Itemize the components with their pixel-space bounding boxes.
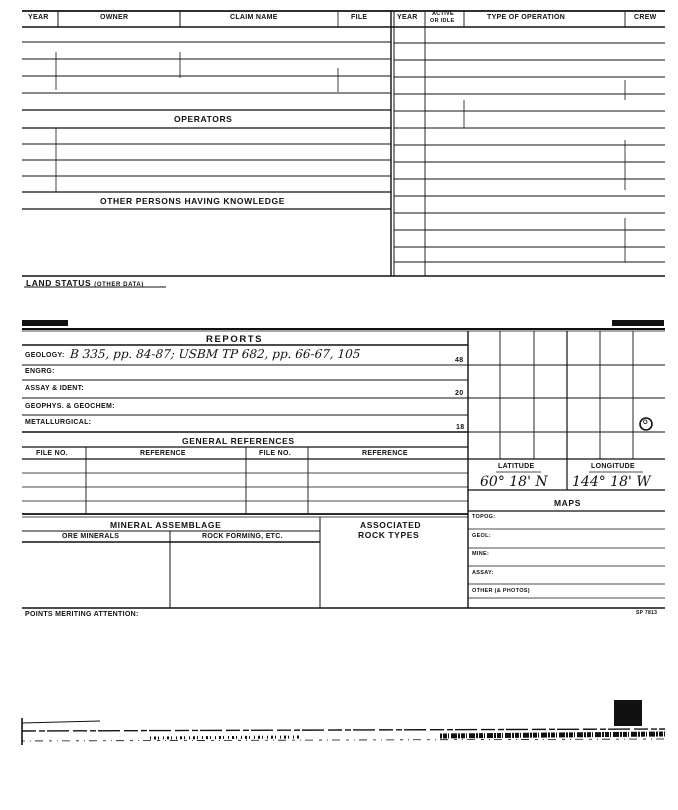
gen-ref-col-file-no-2: FILE NO.	[259, 450, 291, 457]
form-code: SP 7813	[636, 610, 658, 616]
reports-assay-code: 20	[455, 390, 464, 397]
header-crew: CREW	[634, 14, 657, 21]
reports-metallurgical-code: 18	[456, 424, 465, 431]
header-claim-name: CLAIM NAME	[230, 14, 278, 21]
maps-assay: ASSAY:	[472, 570, 494, 576]
latitude-label: LATITUDE	[498, 463, 535, 470]
latitude-value: 60° 18' N	[480, 474, 548, 490]
operators-heading: OPERATORS	[174, 114, 233, 124]
maps-geol: GEOL:	[472, 533, 491, 539]
ore-minerals-label: ORE MINERALS	[62, 533, 120, 540]
maps-mine: MINE:	[472, 551, 490, 557]
other-persons-heading: OTHER PERSONS HAVING KNOWLEDGE	[100, 196, 286, 206]
location-mark: O	[643, 420, 648, 426]
land-status-label: LAND STATUS (OTHER DATA)	[26, 278, 144, 288]
header-year-right: YEAR	[397, 14, 418, 21]
reports-geology-code: 48	[455, 357, 464, 364]
header-or-idle: OR IDLE	[430, 18, 455, 24]
reports-geology-label: GEOLOGY:	[25, 352, 65, 359]
longitude-label: LONGITUDE	[591, 463, 635, 470]
reports-engrg-label: ENGRG:	[25, 368, 55, 375]
rock-forming-label: ROCK FORMING, ETC.	[202, 533, 283, 540]
maps-heading: MAPS	[554, 498, 581, 508]
reports-assay-label: ASSAY & IDENT:	[25, 385, 85, 392]
longitude-value: 144° 18' W	[572, 474, 651, 490]
maps-other: OTHER (& PHOTOS)	[472, 588, 530, 594]
reports-geology-entry: B 335, pp. 84-87; USBM TP 682, pp. 66-67, 105	[69, 347, 361, 361]
header-owner: OWNER	[100, 14, 129, 21]
header-year: YEAR	[28, 14, 49, 21]
general-references-heading: GENERAL REFERENCES	[182, 436, 295, 446]
gen-ref-col-file-no-1: FILE NO.	[36, 450, 68, 457]
reports-geophys-label: GEOPHYS. & GEOCHEM:	[25, 403, 115, 410]
maps-topog: TOPOG:	[472, 514, 496, 520]
reports-heading: REPORTS	[206, 334, 264, 345]
header-active: ACTIVE	[432, 11, 454, 17]
reports-metallurgical-label: METALLURGICAL:	[25, 419, 92, 426]
mineral-assemblage-heading: MINERAL ASSEMBLAGE	[110, 520, 222, 530]
land-status-note: (OTHER DATA)	[94, 282, 144, 288]
header-type-of-operation: TYPE OF OPERATION	[487, 14, 566, 21]
gen-ref-col-reference-2: REFERENCE	[362, 450, 408, 457]
rock-types-label: ROCK TYPES	[358, 530, 420, 540]
gen-ref-col-reference-1: REFERENCE	[140, 450, 186, 457]
header-file: FILE	[351, 14, 368, 21]
associated-label: ASSOCIATED	[360, 520, 422, 530]
points-meriting-attention: POINTS MERITING ATTENTION:	[25, 611, 139, 618]
